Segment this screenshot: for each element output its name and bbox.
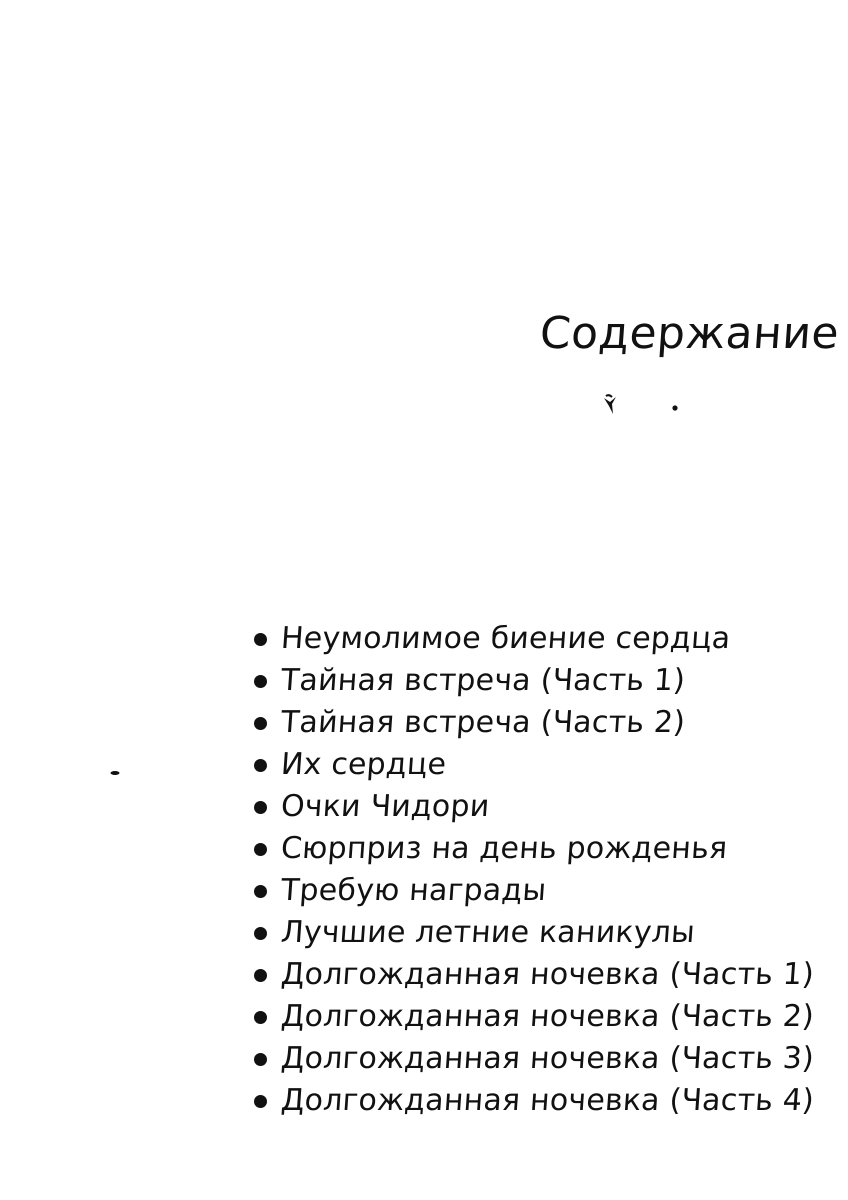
- bullet-dot-icon: [254, 1053, 267, 1066]
- bullet-dot-icon: [254, 1011, 267, 1024]
- toc-item-title: Долгожданная ночевка (Часть 2): [279, 999, 816, 1034]
- table-of-contents: [254, 618, 814, 1122]
- ink-ornament-icon: [600, 392, 690, 420]
- toc-item: [254, 1080, 814, 1122]
- toc-item: [254, 744, 814, 786]
- toc-item-title: Очки Чидори: [279, 789, 491, 824]
- page-title: Содержание: [538, 308, 841, 359]
- bullet-dot-icon: [254, 759, 267, 772]
- toc-item-title: Сюрприз на день рожденья: [279, 831, 729, 866]
- toc-item-title: Тайная встреча (Часть 1): [279, 663, 687, 698]
- bullet-dot-icon: [254, 633, 267, 646]
- toc-item: [254, 912, 814, 954]
- bullet-dot-icon: [254, 801, 267, 814]
- bullet-dot-icon: [254, 1095, 267, 1108]
- toc-item: [254, 870, 814, 912]
- toc-item-title: Их сердце: [279, 747, 448, 782]
- toc-item: [254, 702, 814, 744]
- toc-item-title: Долгожданная ночевка (Часть 4): [279, 1083, 816, 1118]
- toc-item-title: Долгожданная ночевка (Часть 3): [279, 1041, 816, 1076]
- toc-item-title: Требую награды: [279, 873, 548, 908]
- toc-item-title: Неумолимое биение сердца: [279, 621, 732, 656]
- toc-item-title: Тайная встреча (Часть 2): [279, 705, 687, 740]
- toc-item-title: Лучшие летние каникулы: [279, 915, 697, 950]
- bullet-dot-icon: [254, 969, 267, 982]
- toc-item: [254, 996, 814, 1038]
- bullet-dot-icon: [254, 885, 267, 898]
- toc-item: [254, 1038, 814, 1080]
- toc-item-title: Долгожданная ночевка (Часть 1): [279, 957, 816, 992]
- toc-item: [254, 786, 814, 828]
- bullet-dot-icon: [254, 843, 267, 856]
- bullet-dot-icon: [254, 675, 267, 688]
- toc-item: [254, 954, 814, 996]
- toc-item: [254, 618, 814, 660]
- ink-speck: [110, 770, 120, 776]
- toc-item: [254, 660, 814, 702]
- bullet-dot-icon: [254, 927, 267, 940]
- bullet-dot-icon: [254, 717, 267, 730]
- toc-item: [254, 828, 814, 870]
